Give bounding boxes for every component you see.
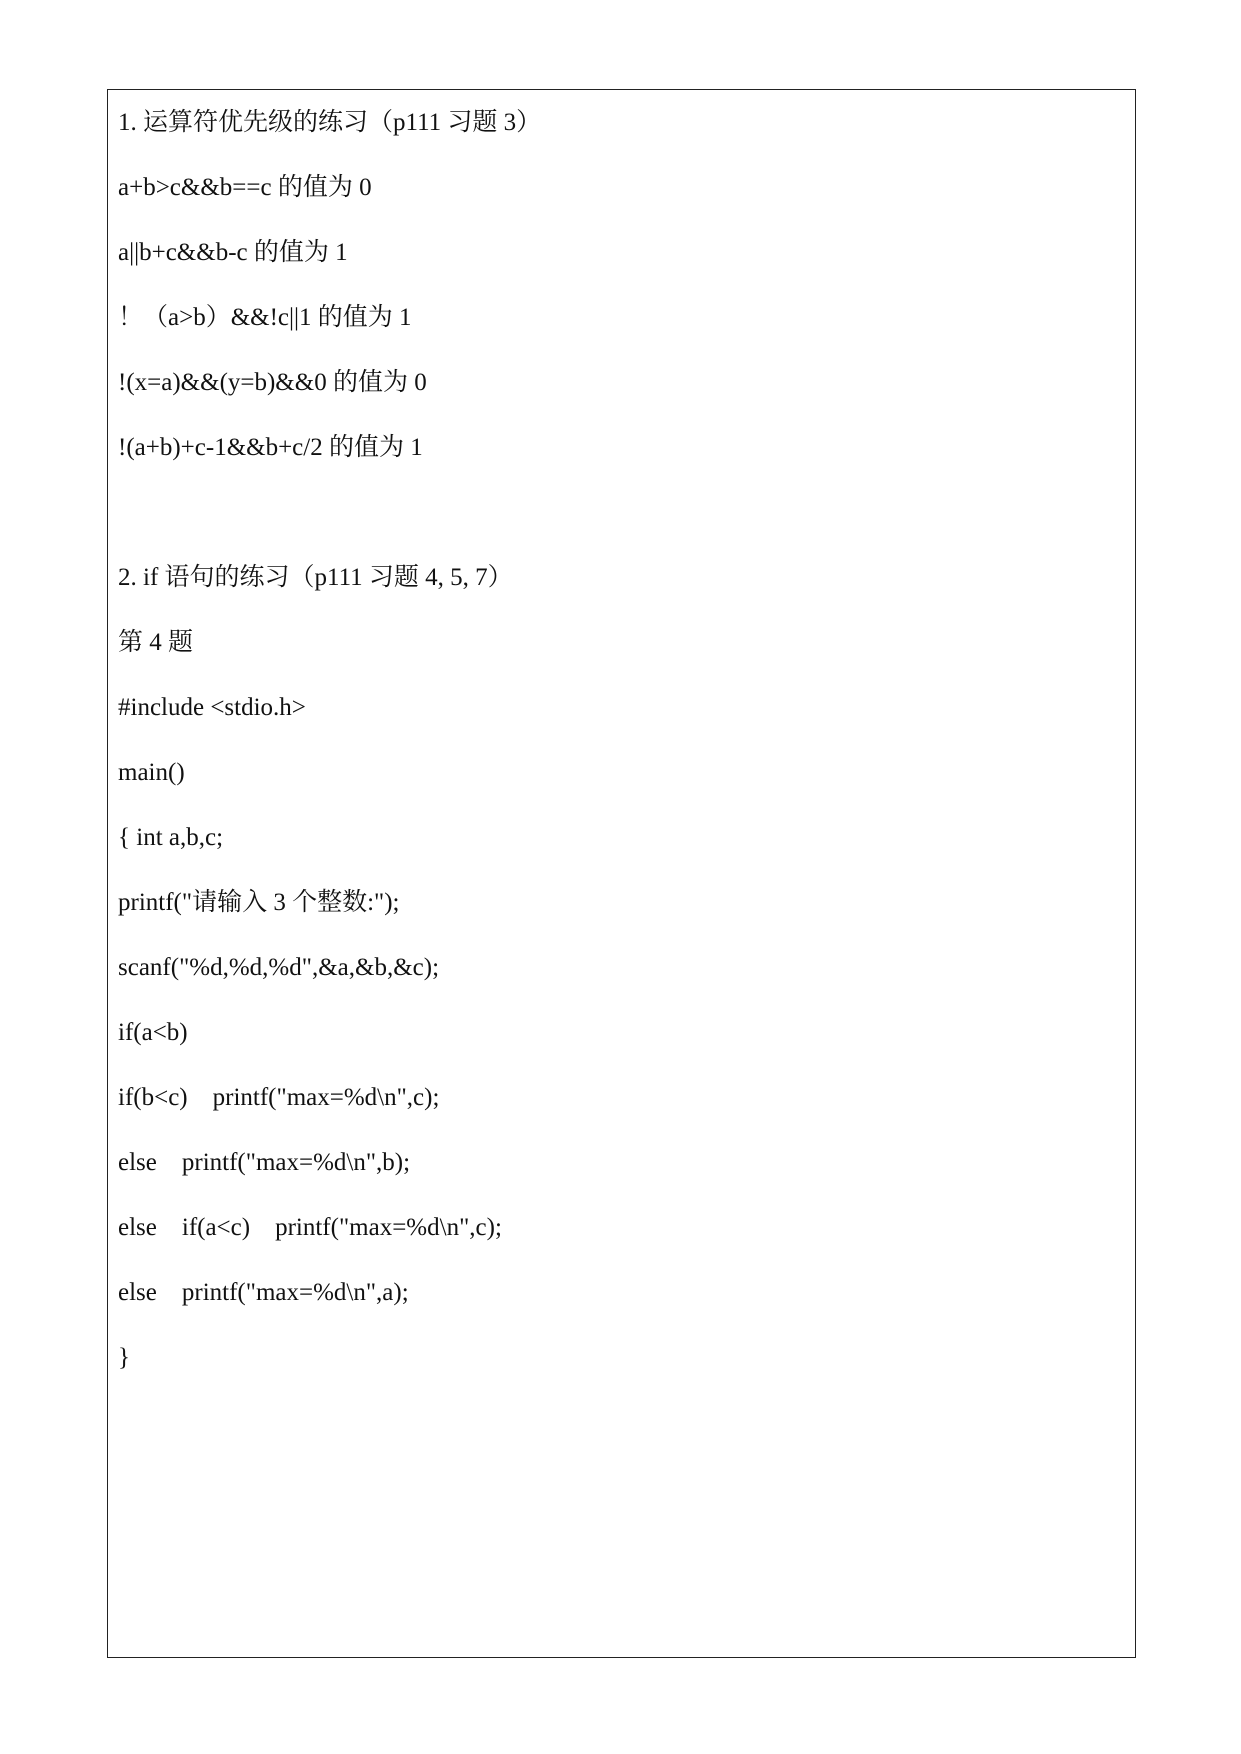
code-line-else-1: else printf("max=%d\n",b); [118,1149,411,1176]
code-line-main: main() [118,759,185,786]
code-line-if-outer: if(a<b) [118,1019,188,1046]
expression-line-3: ！（a>b）&&!c||1 的值为 1 [118,304,412,331]
expression-line-1: a+b>c&&b==c 的值为 0 [118,174,372,201]
expression-line-2: a||b+c&&b-c 的值为 1 [118,239,348,266]
code-line-if-inner: if(b<c) printf("max=%d\n",c); [118,1084,440,1111]
code-line-include: #include <stdio.h> [118,694,306,721]
expression-line-4: !(x=a)&&(y=b)&&0 的值为 0 [118,369,427,396]
code-line-scanf: scanf("%d,%d,%d",&a,&b,&c); [118,954,440,981]
problem-label: 第 4 题 [118,629,194,656]
code-line-else-if: else if(a<c) printf("max=%d\n",c); [118,1214,502,1241]
code-line-declare: { int a,b,c; [118,824,224,851]
code-line-prompt: printf("请输入 3 个整数:"); [118,889,400,916]
section-1-heading: 1. 运算符优先级的练习（p111 习题 3） [118,109,542,136]
expression-line-5: !(a+b)+c-1&&b+c/2 的值为 1 [118,434,423,461]
section-2-heading: 2. if 语句的练习（p111 习题 4, 5, 7） [118,564,513,591]
code-line-close-brace: } [118,1344,130,1371]
code-line-else-2: else printf("max=%d\n",a); [118,1279,409,1306]
